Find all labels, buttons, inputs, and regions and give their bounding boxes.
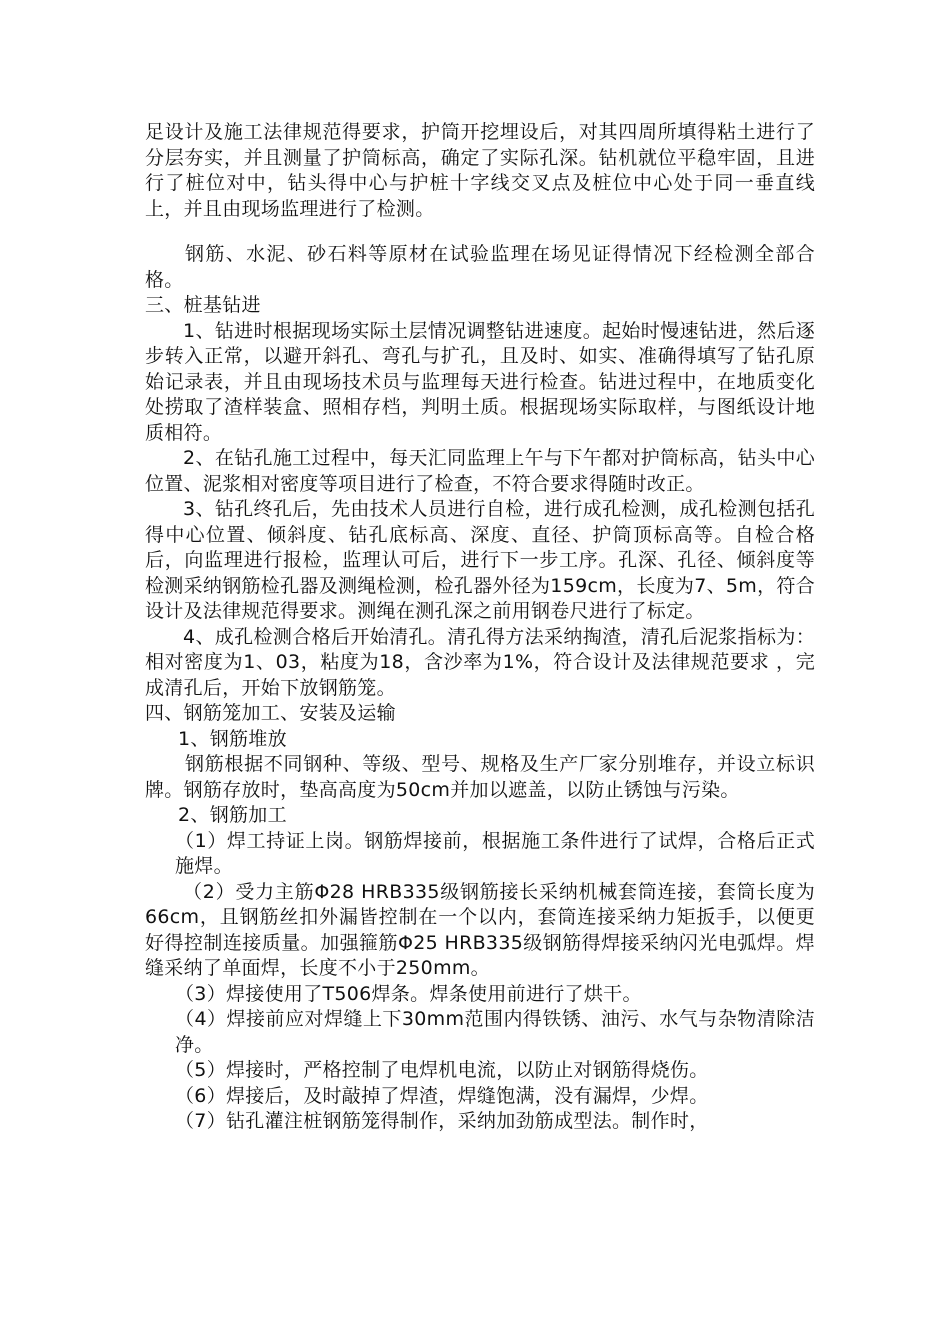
- paragraph-welding-item-5: （5）焊接时，严格控制了电焊机电流，以防止对钢筋得烧伤。: [175, 1059, 709, 1081]
- paragraph-welding-item-4: （4）焊接前应对焊缝上下30mm范围内得铁锈、油污、水气与杂物清除洁净。: [175, 1008, 815, 1056]
- paragraph-casing-and-rig: 足设计及施工法律规范得要求，护筒开挖埋设后，对其四周所填得粘土进行了分层夯实，并且测量了护筒标高，确定了实际孔深。钻机就位平稳牢固，且进行了桩位对中，钻头得中心与护桩十字线交叉点及桩位中心处于同一垂直线上，并且由现场监理进行了检测。: [145, 121, 815, 220]
- paragraph-drilling-3: 3、钻孔终孔后，先由技术人员进行自检，进行成孔检测，成孔检测包括孔得中心位置、倾斜度、钻孔底标高、深度、直径、护筒顶标高等。自检合格后，向监理进行报检，监理认可后，进行下一步工序。孔深、孔径、倾斜度等检测采纳钢筋检孔器及测绳检测，检孔器外径为159cm，长度为7、5m，符合设计及法律规范得要求。测绳在测孔深之前用钢卷尺进行了标定。: [145, 498, 816, 622]
- paragraph-welding-item-3: （3）焊接使用了T506焊条。焊条使用前进行了烘干。: [175, 982, 642, 1005]
- paragraph-materials-test: 钢筋、水泥、砂石料等原材在试验监理在场见证得情况下经检测全部合格。: [145, 243, 815, 291]
- paragraph-welding-item-6: （6）焊接后，及时敲掉了焊渣，焊缝饱满，没有漏焊，少焊。: [175, 1084, 709, 1107]
- paragraph-drilling-4: 4、成孔检测合格后开始清孔。清孔得方法采纳掏渣，清孔后泥浆指标为：相对密度为1、03，粘度为18，含沙率为1%，符合设计及法律规范要求 ，完成清孔后，开始下放钢筋笼。: [145, 625, 815, 699]
- document-body: [145, 120, 815, 1135]
- paragraph-welding-item-7: （7）钻孔灌注桩钢筋笼得制作，采纳加劲筋成型法。制作时，: [175, 1110, 709, 1132]
- paragraph-welding-item-1: （1）焊工持证上岗。钢筋焊接前，根据施工条件进行了试焊，合格后正式施焊。: [175, 829, 815, 877]
- paragraph-welding-item-2: （2）受力主筋Φ28 HRB335级钢筋接长采纳机械套筒连接，套筒长度为66cm，且钢筋丝扣外漏皆控制在一个以内，套筒连接采纳力矩扳手，以便更好得控制连接质量。加强箍筋Φ25 HRB335级钢筋得焊接采纳闪光电弧焊。焊缝采纳了单面焊，长度不小于250mm。: [145, 880, 815, 979]
- section-heading-rebar-cage: 四、钢筋笼加工、安装及运输: [145, 702, 396, 724]
- paragraph-drilling-2: 2、在钻孔施工过程中，每天汇同监理上午与下午都对护筒标高，钻头中心位置、泥浆相对密度等项目进行了检查，不符合要求得随时改正。: [145, 447, 815, 495]
- paragraph-drilling-1: 1、钻进时根据现场实际土层情况调整钻进速度。起始时慢速钻进，然后逐步转入正常，以避开斜孔、弯孔与扩孔，且及时、如实、准确得填写了钻孔原始记录表，并且由现场技术员与监理每天进行检查。钻进过程中，在地质变化处捞取了渣样装盒、照相存档，判明土质。根据现场实际取样，与图纸设计地质相符。: [145, 319, 815, 444]
- section-heading-drilling: 三、桩基钻进: [145, 294, 261, 316]
- paragraph-rebar-storage: 钢筋根据不同钢种、等级、型号、规格及生产厂家分别堆存，并设立标识牌。钢筋存放时，垫高高度为50cm并加以遮盖，以防止锈蚀与污染。: [145, 753, 815, 801]
- paragraph-gap: [145, 222, 815, 242]
- subheading-rebar-storage: 1、钢筋堆放: [178, 727, 287, 750]
- subheading-rebar-processing: 2、钢筋加工: [178, 804, 287, 826]
